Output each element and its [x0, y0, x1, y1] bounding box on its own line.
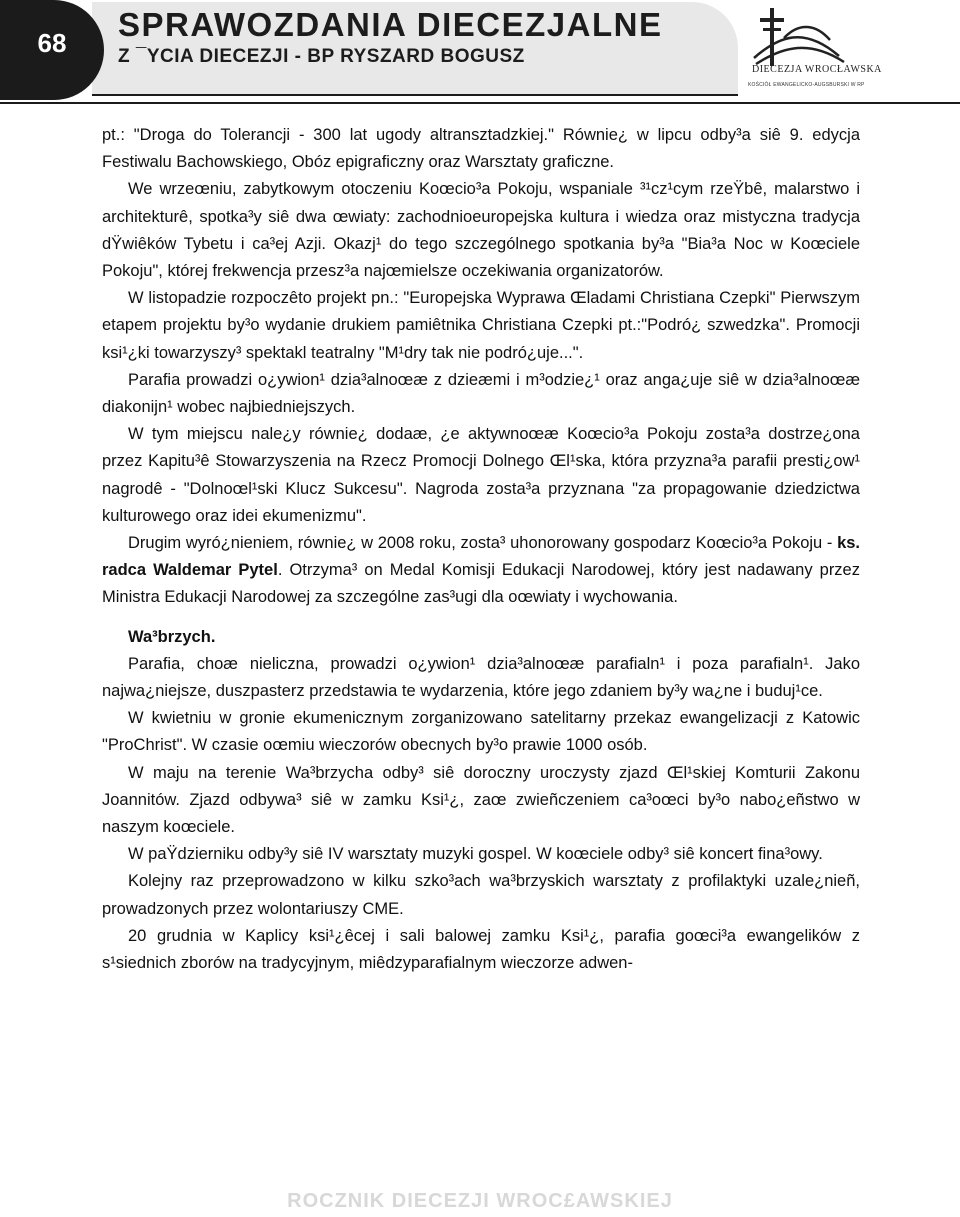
page-number: 68: [37, 28, 67, 58]
section-subtitle: Z ¯YCIA DIECEZJI - BP RYSZARD BOGUSZ: [118, 46, 525, 67]
journal-title: SPRAWOZDANIA DIECEZJALNE: [118, 6, 663, 43]
wave-icon: [754, 27, 844, 64]
bold-name: ks. radca Waldemar Pytel: [102, 534, 860, 580]
paragraph: Parafia prowadzi o¿ywion¹ dzia³alnoœæ z dzieæmi i m³odzie¿¹ oraz anga¿uje siê w dzia³alnoœæ diakonijn¹ wobec najbiedniejszych.: [102, 370, 860, 417]
section-heading: Wa³brzych.: [128, 627, 216, 646]
cross-icon: [760, 8, 784, 66]
paragraph: W maju na terenie Wa³brzycha odby³ siê doroczny uroczysty zjazd Œl¹skiej Komturii Zakonu Joannitów. Zjazd odbywa³ siê w zamku Ksi¹¿, zaœ zwieñczeniem ca³oœci by³o nabo¿eñstwo w naszym koœciele.: [102, 763, 860, 837]
header-divider: [92, 94, 738, 96]
running-footer: ROCZNIK DIECEZJI WROC£AWSKIEJ: [287, 1190, 673, 1212]
paragraph: pt.: "Droga do Tolerancji - 300 lat ugody altransztadzkiej." Równie¿ w lipcu odby³a siê 9. edycja Festiwalu Bachowskiego, Obóz epigraficzny oraz Warsztaty graficzne.: [102, 126, 860, 172]
paragraph: W paŸdzierniku odby³y siê IV warsztaty muzyki gospel. W koœciele odby³ siê koncert fina³owy.: [128, 845, 823, 864]
logo-caption: DIECEZJA WROCŁAWSKA: [752, 64, 882, 75]
paragraph: 20 grudnia w Kaplicy ksi¹¿êcej i sali balowej zamku Ksi¹¿, parafia goœci³a ewangelików z s¹siednich zborów na tradycyjnym, miêdzyparafialnym wieczorze adwen-: [102, 926, 860, 973]
text-run: Drugim wyró¿nieniem, równie¿ w 2008 roku, zosta³ uhonorowany gospodarz Koœcio³a Pokoju -: [128, 534, 838, 553]
paragraph: W listopadzie rozpoczêto projekt pn.: "Europejska Wyprawa Œladami Christiana Czepki" Pierwszym etapem projektu by³o wydanie drukiem pamiêtnika Christiana Czepki pt.:"Podró¿ szwedzka". Promocji ksi¹¿ki towarzyszy³ spektakl teatralny "M¹dry tak nie podró¿uje...".: [102, 289, 860, 362]
logo-subcaption: KOŚCIÓŁ EWANGELICKO-AUGSBURSKI W RP: [748, 82, 865, 88]
text-run: . Otrzyma³ on Medal Komisji Edukacji Narodowej, który jest nadawany przez Ministra Edukacji Narodowej za szczególne zas³ugi dla oœwiaty i wychowania.: [102, 561, 860, 607]
paragraph: Parafia, choæ nieliczna, prowadzi o¿ywion¹ dzia³alnoœæ parafialn¹ i poza parafialn¹. Jako najwa¿niejsze, duszpasterz przedstawia te wydarzenia, które jego zdaniem by³y wa¿ne i buduj¹ce.: [102, 654, 860, 701]
paragraph: We wrzeœniu, zabytkowym otoczeniu Koœcio³a Pokoju, wspaniale ³¹cz¹cym rzeŸbê, malarstwo i architekturê, spotka³y siê dwa œwiaty: zachodnioeuropejska kultura i wiedza oraz mistyczna tradycja dŸwiêków Tybetu i ca³ej Azji. Okazj¹ do tego szczególnego spotkania by³a "Bia³a Noc w Koœciele Pokoju", której frekwencja przesz³a najœmielsze oczekiwania organizatorów.: [102, 180, 860, 281]
paragraph: [102, 530, 860, 612]
paragraph: W tym miejscu nale¿y równie¿ dodaæ, ¿e aktywnoœæ Koœcio³a Pokoju zosta³a dostrze¿ona przez Kapitu³ê Stowarzyszenia na Rzecz Promocji Dolnego Œl¹ska, która przyzna³a parafii presti¿ow¹ nagrodê - "Dolnoœl¹ski Klucz Sukcesu". Nagroda zosta³a przyznana "za propagowanie dziedzictwa kulturowego oraz idei ekumenizmu".: [102, 425, 860, 525]
header-bottom-rule: [0, 102, 960, 104]
paragraph: W kwietniu w gronie ekumenicznym zorganizowano satelitarny przekaz ewangelizacji z Katowic "ProChrist". W czasie oœmiu wieczorów obecnych by³o prawie 1000 osób.: [102, 709, 860, 755]
page-header: [0, 0, 960, 104]
article-body: [102, 122, 860, 977]
paragraph: Kolejny raz przeprowadzono w kilku szko³ach wa³brzyskich warsztaty z profilaktyki uzale¿nieñ, prowadzonych przez wolontariuszy CME.: [102, 872, 860, 918]
